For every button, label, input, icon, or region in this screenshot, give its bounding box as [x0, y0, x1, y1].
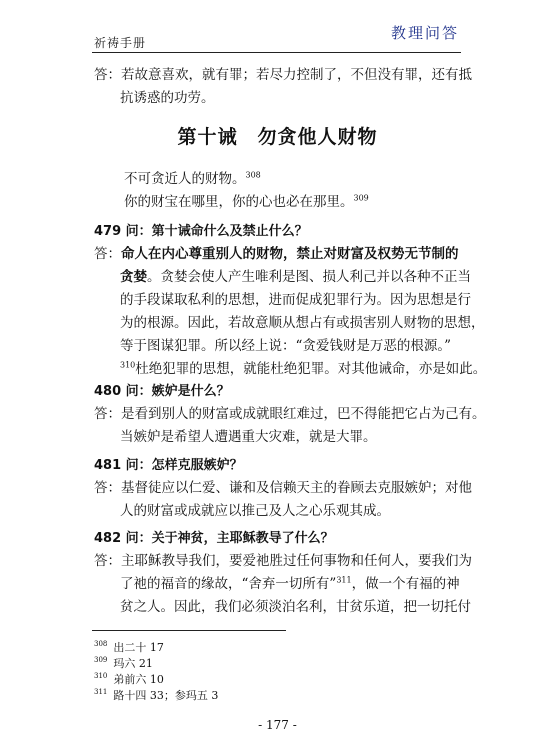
answer-text: 杜绝犯罪的思想，就能杜绝犯罪。对其他诫命，亦是如此。 — [135, 361, 487, 377]
answer-text: 答：主耶稣教导我们，要爱祂胜过任何事物和任何人，要我们为 — [94, 553, 472, 569]
footnote-ref: 310 — [120, 360, 136, 370]
footnote: $^{308}$ 出二十 17 — [94, 640, 164, 654]
quote-line: 你的财宝在哪里，你的心也必在那里。 — [124, 194, 354, 210]
intro-line: 答：若故意喜欢，就有罪；若尽力控制了，不但没有罪，还有抵 — [94, 67, 472, 83]
question-heading: 480 问：嫉妒是什么？ — [94, 384, 230, 399]
answer-text: 当嫉妒是希望人遭遇重大灾难，就是大罪。 — [120, 429, 377, 445]
answer-text: 了祂的福音的缘故，“舍弃一切所有” — [120, 576, 337, 592]
intro-answer — [94, 64, 488, 110]
intro-line: 抗诱惑的功劳。 — [120, 90, 215, 106]
section-title: 第十诫 勿贪他人财物 — [177, 126, 378, 148]
question-480 — [94, 380, 488, 449]
question-heading: 479 问：第十诫命什么及禁止什么？ — [94, 224, 308, 239]
header-rule — [92, 52, 461, 53]
footnote: $^{310}$ 弟前六 10 — [94, 672, 164, 686]
question-482 — [94, 527, 488, 619]
answer-text: 的手段谋取私利的思想，进而促成犯罪行为。因为思想是行 — [120, 292, 471, 308]
answer-text: 答：是看到别人的财富或成就眼红难过，巴不得能把它占为己有。 — [94, 406, 486, 422]
answer-text: ，做一个有福的神 — [351, 576, 460, 592]
answer-bold-text: 贪婪 — [120, 269, 147, 285]
answer-text: 等于图谋犯罪。所以经上说：“贪爱钱财是万恶的根源。” — [120, 338, 452, 354]
footnote-ref: 311 — [336, 575, 352, 585]
answer-text: 贫之人。因此，我们必须淡泊名利，甘贫乐道，把一切托付 — [120, 599, 471, 615]
question-heading: 481 问：怎样克服嫉妒？ — [94, 458, 243, 473]
answer-bold-text: 命人在内心尊重别人的财物，禁止对财富及权势无节制的 — [121, 246, 459, 262]
footnote: $^{309}$ 玛六 21 — [94, 656, 153, 670]
answer-text: 。贪婪会使人产生唯利是图、损人利己并以各种不正当 — [147, 269, 471, 285]
answer-prefix: 答： — [94, 246, 121, 262]
question-479 — [94, 220, 488, 381]
footnote: $^{311}$ 路十四 33；参玛五 3 — [94, 688, 219, 702]
header-right: 教理问答 — [390, 24, 459, 42]
page-number: - 177 - — [258, 718, 297, 732]
answer-text: 答：基督徒应以仁爱、谦和及信赖天主的眷顾去克服嫉妒；对他 — [94, 480, 472, 496]
scripture-quote — [124, 168, 369, 214]
footnote-rule — [92, 630, 286, 631]
answer-text: 人的财富或成就应以推己及人之心乐观其成。 — [120, 503, 390, 519]
answer-text: 为的根源。因此，若故意顺从想占有或损害别人财物的思想， — [120, 315, 485, 331]
question-481 — [94, 454, 488, 523]
footnote-ref: 309 — [353, 193, 369, 203]
question-heading: 482 问：关于神贫，主耶稣教导了什么？ — [94, 531, 334, 546]
header-left: 祈祷手册 — [94, 36, 147, 50]
footnote-ref: 308 — [245, 170, 261, 180]
quote-line: 不可贪近人的财物。 — [124, 171, 246, 187]
